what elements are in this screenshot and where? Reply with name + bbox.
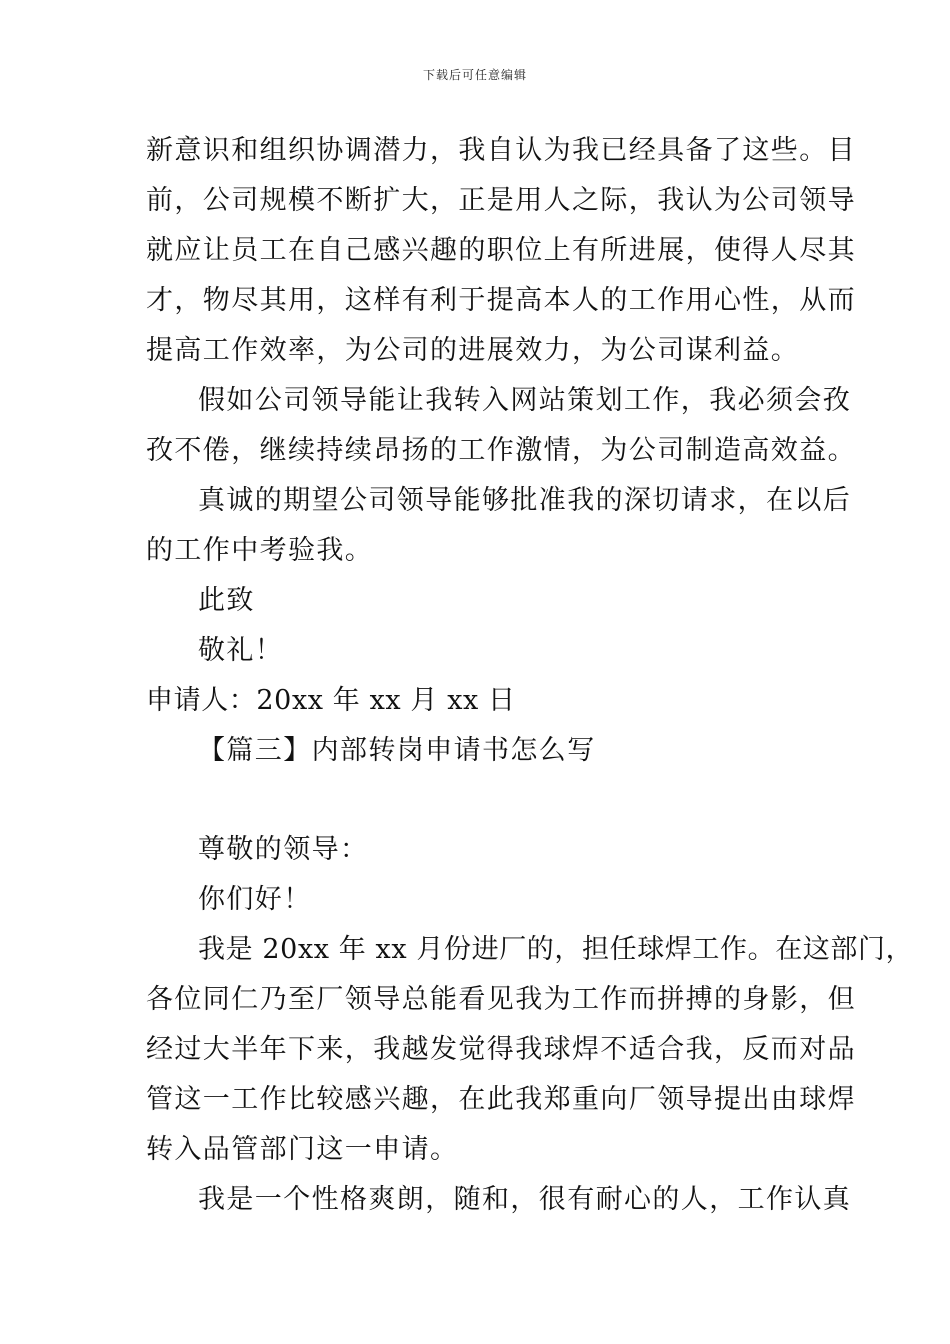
- paragraph-line: 孜不倦，继续持续昂扬的工作激情，为公司制造高效益。: [146, 435, 856, 466]
- paragraph-line: 才，物尽其用，这样有利于提高本人的工作用心性，从而: [146, 285, 856, 316]
- paragraph-line: 经过大半年下来，我越发觉得我球焊不适合我，反而对品: [146, 1034, 856, 1065]
- section-heading: 【篇三】内部转岗申请书怎么写: [198, 735, 596, 766]
- paragraph-line: 管这一工作比较感兴趣，在此我郑重向厂领导提出由球焊: [146, 1084, 856, 1115]
- paragraph-line: 新意识和组织协调潜力，我自认为我已经具备了这些。目: [146, 135, 856, 166]
- paragraph-line: 前，公司规模不断扩大，正是用人之际，我认为公司领导: [146, 185, 856, 216]
- paragraph-line: 的工作中考验我。: [146, 535, 374, 566]
- closing-salutation: 此致: [198, 585, 255, 616]
- paragraph-line: 各位同仁乃至厂领导总能看见我为工作而拼搏的身影，但: [146, 984, 856, 1015]
- applicant-date-line: 申请人：20xx 年 xx 月 xx 日: [146, 685, 516, 716]
- paragraph-line: 转入品管部门这一申请。: [146, 1134, 459, 1165]
- paragraph-line: 我是 20xx 年 xx 月份进厂的，担任球焊工作。在这部门，: [198, 934, 914, 965]
- paragraph-line: 提高工作效率，为公司的进展效力，为公司谋利益。: [146, 335, 800, 366]
- closing-regards: 敬礼！: [198, 635, 284, 666]
- paragraph-line: 就应让员工在自己感兴趣的职位上有所进展，使得人尽其: [146, 235, 856, 266]
- greeting-line: 你们好！: [198, 884, 312, 915]
- paragraph-line: 假如公司领导能让我转入网站策划工作，我必须会孜: [198, 385, 852, 416]
- greeting: 尊敬的领导：: [198, 834, 369, 865]
- paragraph-line: 我是一个性格爽朗，随和，很有耐心的人，工作认真: [198, 1184, 852, 1215]
- page-header: 下载后可任意编辑: [422, 68, 527, 82]
- paragraph-line: 真诚的期望公司领导能够批准我的深切请求，在以后: [198, 485, 852, 516]
